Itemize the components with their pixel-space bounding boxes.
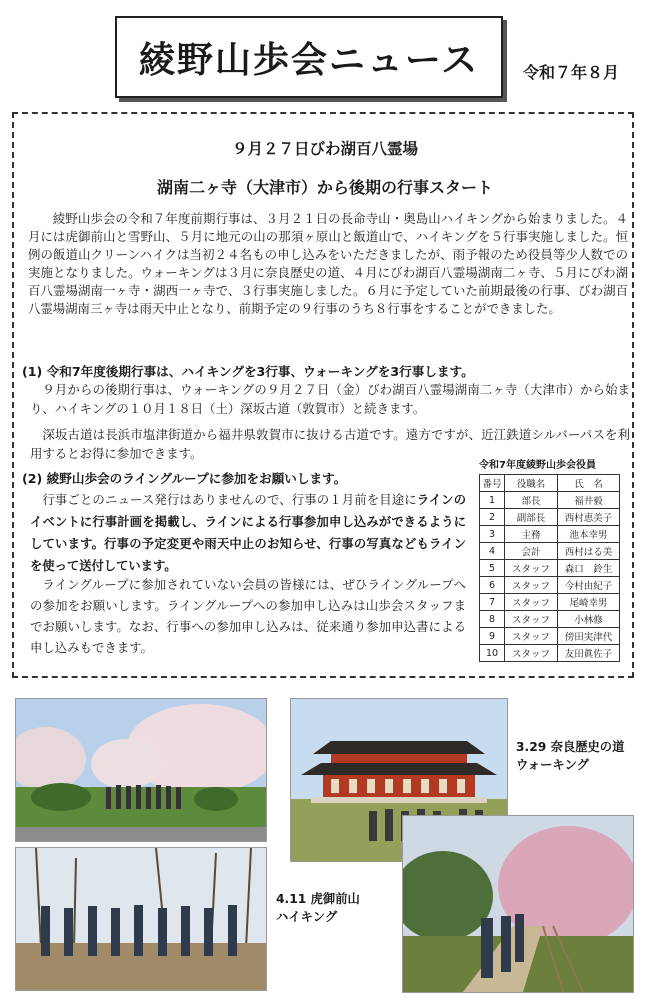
headline-primary: ９月２７日びわ湖百八霊場 (231, 140, 418, 158)
intro-paragraph: 綾野山歩会の令和７年度前期行事は、３月２１日の長命寺山・奥島山ハイキングから始まりました。４月には虎御前山と雪野山、５月に地元の山の那須ヶ原山と飯道山で、ハイキングを５行事実施しました。恒例の飯道山クリーンハイクは当初２４名もの申し込みをいただきましたが、雨予報のため役員等少人数での実施となりました。ウォーキングは３月に奈良歴史の道、４月にびわ湖百八霊場湖南二ヶ寺、５月にびわ湖百八霊場湖南一ヶ寺・湖西一ヶ寺で、３行事実施しました。６月に予定していた前期最後の行事、びわ湖百八霊場湖南三ヶ寺は雨天中止となり、前期予定の９行事のうち８行事をすることができました。 (28, 211, 628, 316)
officer-number: 3 (480, 526, 505, 543)
photo-torago-hiking-group (15, 847, 267, 991)
officers-table-caption: 令和7年度綾野山歩会役員 (479, 460, 596, 471)
table-row (480, 628, 620, 645)
header-number: 番号 (480, 475, 505, 492)
section-2-paragraph-2: ライングループに参加されていない会員の皆様には、ぜひライングループへの参加をお願いします。ライングループへの参加申し込みは山歩会スタッフまでお願いします。なお、行事への参加申し込みは、従来通り参加申込書による申し込みもできます。 (30, 577, 466, 655)
section-1-paragraph-2: 深坂古道は長浜市塩津街道から福井県敦賀市に抜ける古道です。遠方ですが、近江鉄道シルバーパスを利用するとお得に参加できます。 (30, 427, 630, 461)
table-row (480, 611, 620, 628)
newsletter-title: 綾野山歩会ニュース (115, 16, 503, 98)
table-row (480, 645, 620, 662)
officer-number: 6 (480, 577, 505, 594)
officer-name: 傍田実津代 (558, 628, 620, 645)
caption-torago-line-1: 4.11 虎御前山 (276, 892, 360, 906)
section-1-title: (1) 令和7年度後期行事は、ハイキングを3行事、ウォーキングを3行事します。 (22, 364, 474, 379)
officer-number: 1 (480, 492, 505, 509)
officer-role: 部長 (505, 492, 558, 509)
table-row (480, 543, 620, 560)
caption-nara-line-1: 3.29 奈良歴史の道 (516, 740, 625, 754)
photo-temple-garden-walk (402, 815, 634, 993)
officer-name: 森口 鈴生 (558, 560, 620, 577)
officer-number: 4 (480, 543, 505, 560)
caption-torago-hike (276, 890, 360, 926)
issue-date: 令和７年８月 (523, 63, 620, 82)
officer-name: 福井毅 (558, 492, 620, 509)
table-row (480, 594, 620, 611)
caption-nara-walk (516, 738, 624, 774)
officer-number: 8 (480, 611, 505, 628)
officer-role: スタッフ (505, 611, 558, 628)
table-row (480, 560, 620, 577)
table-row (480, 577, 620, 594)
officer-role: スタッフ (505, 577, 558, 594)
caption-torago-line-2: ハイキング (276, 910, 338, 924)
table-row (480, 492, 620, 509)
officer-number: 7 (480, 594, 505, 611)
officer-name: 西村はる美 (558, 543, 620, 560)
officer-number: 2 (480, 509, 505, 526)
officer-number: 10 (480, 645, 505, 662)
officer-number: 5 (480, 560, 505, 577)
officer-role: スタッフ (505, 628, 558, 645)
section-2-paragraph-1 (30, 489, 466, 577)
officers-table (479, 456, 620, 662)
officer-name: 尾崎幸男 (558, 594, 620, 611)
section-2-plain-text: 行事ごとのニュース発行はありませんので、行事の１月前を目途に (42, 492, 417, 507)
section-2-bold-text: ラインのイベントに行事計画を掲載し、ラインによる行事参加申し込みができるようにしています。行事の予定変更や雨天中止のお知らせ、行事の写真などもラインを使って送付しています。 (30, 493, 466, 573)
officer-role: 会計 (505, 543, 558, 560)
officer-name: 小林修 (558, 611, 620, 628)
photo-cherry-blossom-group (15, 698, 267, 842)
officer-name: 池本幸男 (558, 526, 620, 543)
table-row (480, 509, 620, 526)
officer-role: スタッフ (505, 560, 558, 577)
officer-name: 友田眞佐子 (558, 645, 620, 662)
officer-role: スタッフ (505, 594, 558, 611)
header-name: 氏 名 (558, 475, 620, 492)
section-1-paragraph-1: ９月からの後期行事は、ウォーキングの９月２７日（金）びわ湖百八霊場湖南二ヶ寺（大津市）から始まり、ハイキングの１０月１８日（土）深坂古道（敦賀市）と続きます。 (30, 382, 630, 416)
header-role: 役職名 (505, 475, 558, 492)
officer-number: 9 (480, 628, 505, 645)
officer-name: 西村恵美子 (558, 509, 620, 526)
officer-role: スタッフ (505, 645, 558, 662)
table-row (480, 526, 620, 543)
headline-secondary: 湖南二ヶ寺（大津市）から後期の行事スタート (156, 178, 493, 197)
officers-header-row (480, 475, 620, 492)
officer-role: 主務 (505, 526, 558, 543)
officer-name: 今村由紀子 (558, 577, 620, 594)
caption-nara-line-2: ウォーキング (516, 758, 589, 772)
officer-role: 副部長 (505, 509, 558, 526)
section-2-title: (2) 綾野山歩会のライングループに参加をお願いします。 (22, 471, 347, 486)
